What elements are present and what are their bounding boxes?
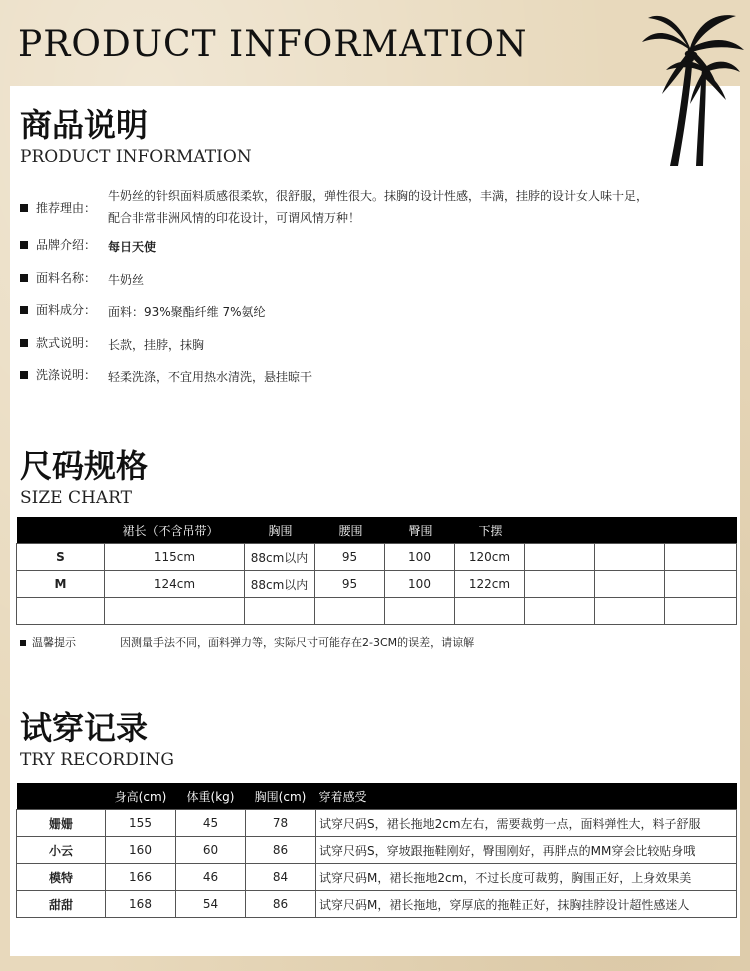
- hip-cell: 100: [385, 544, 455, 571]
- empty-cell: [525, 571, 595, 598]
- empty-cell: [455, 598, 525, 625]
- info-label: 推荐理由：: [36, 201, 97, 215]
- info-label: 面料名称：: [36, 271, 97, 285]
- weight-cell: 46: [176, 864, 246, 891]
- hem-cell: 122cm: [455, 571, 525, 598]
- empty-cell: [315, 598, 385, 625]
- length-cell: 124cm: [105, 571, 245, 598]
- header-cell: [665, 517, 737, 544]
- product-section-title-en: PRODUCT INFORMATION: [20, 147, 252, 167]
- header-cell: 臀围: [385, 517, 455, 544]
- info-value: 牛奶丝: [108, 273, 145, 287]
- tip-label: 温馨提示: [32, 636, 76, 649]
- feeling-cell: 试穿尺码M，裙长拖地，穿厚底的拖鞋正好，抹胸挂脖设计超性感迷人: [316, 891, 737, 918]
- info-value: 牛奶丝的针织面料质感很柔软，很舒服，弹性很大。抹胸的设计性感，丰满，挂脖的设计女人味十足， 配合非常非洲风情的印花设计，可谓风情万种！: [108, 189, 649, 225]
- empty-cell: [105, 598, 245, 625]
- table-row: [17, 810, 737, 837]
- bullet-square-icon: [20, 339, 28, 347]
- header-cell: 身高(cm): [106, 783, 176, 810]
- try-recording-table: [16, 783, 737, 918]
- height-cell: 155: [106, 810, 176, 837]
- info-row-brand: [20, 236, 730, 258]
- feeling-cell: 试穿尺码S，裙长拖地2cm左右，需要裁剪一点，面料弹性大，料子舒服: [316, 810, 737, 837]
- table-row: [17, 598, 737, 625]
- empty-cell: [525, 544, 595, 571]
- empty-cell: [665, 544, 737, 571]
- bullet-square-icon: [20, 306, 28, 314]
- header-cell: 裙长（不含吊带）: [105, 517, 245, 544]
- empty-cell: [595, 544, 665, 571]
- empty-cell: [595, 571, 665, 598]
- info-label: 款式说明：: [36, 336, 97, 350]
- info-value: 每日天使: [108, 240, 157, 254]
- empty-cell: [665, 598, 737, 625]
- empty-cell: [525, 598, 595, 625]
- size-section-title-en: SIZE CHART: [20, 488, 132, 508]
- weight-cell: 54: [176, 891, 246, 918]
- header-cell: 穿着感受: [316, 783, 737, 810]
- table-row: [17, 837, 737, 864]
- tester-name-cell: 甜甜: [17, 891, 106, 918]
- bullet-square-icon: [20, 274, 28, 282]
- header-cell: 下摆: [455, 517, 525, 544]
- table-row: [17, 891, 737, 918]
- banner-title: PRODUCT INFORMATION: [18, 24, 528, 65]
- height-cell: 160: [106, 837, 176, 864]
- empty-cell: [245, 598, 315, 625]
- info-row-style: [20, 334, 730, 356]
- waist-cell: 95: [315, 571, 385, 598]
- info-label: 面料成分：: [36, 303, 97, 317]
- bust-cell: 88cm以内: [245, 544, 315, 571]
- tester-name-cell: 小云: [17, 837, 106, 864]
- weight-cell: 45: [176, 810, 246, 837]
- info-row-washing: [20, 366, 730, 388]
- empty-cell: [595, 598, 665, 625]
- info-label: 洗涤说明：: [36, 368, 97, 382]
- bust-cell: 86: [246, 837, 316, 864]
- palm-tree-icon: [640, 8, 744, 166]
- size-cell: M: [17, 571, 105, 598]
- hem-cell: 120cm: [455, 544, 525, 571]
- bullet-square-icon: [20, 640, 26, 646]
- bullet-square-icon: [20, 204, 28, 212]
- bust-cell: 84: [246, 864, 316, 891]
- bust-cell: 88cm以内: [245, 571, 315, 598]
- size-section-title-cn: 尺码规格: [20, 447, 149, 485]
- try-section-title-cn: 试穿记录: [20, 709, 149, 747]
- size-header-row: [17, 517, 737, 544]
- empty-cell: [385, 598, 455, 625]
- table-row: [17, 864, 737, 891]
- header-cell: 胸围(cm): [246, 783, 316, 810]
- header-cell: [595, 517, 665, 544]
- info-value: 轻柔洗涤，不宜用热水清洗，悬挂晾干: [108, 370, 313, 384]
- header-cell: 体重(kg): [176, 783, 246, 810]
- bullet-square-icon: [20, 241, 28, 249]
- header-cell: [17, 783, 106, 810]
- header-cell: [17, 517, 105, 544]
- info-row-fabric: [20, 269, 730, 291]
- height-cell: 168: [106, 891, 176, 918]
- info-value: 长款，挂脖，抹胸: [108, 338, 205, 352]
- tip-text: 因测量手法不同，面料弹力等，实际尺寸可能存在2-3CM的误差，请谅解: [120, 636, 475, 649]
- length-cell: 115cm: [105, 544, 245, 571]
- feeling-cell: 试穿尺码S，穿坡跟拖鞋刚好，臀围刚好，再胖点的MM穿会比较贴身哦: [316, 837, 737, 864]
- hip-cell: 100: [385, 571, 455, 598]
- weight-cell: 60: [176, 837, 246, 864]
- info-value: 面料：93%聚酯纤维 7%氨纶: [108, 305, 266, 319]
- bust-cell: 86: [246, 891, 316, 918]
- height-cell: 166: [106, 864, 176, 891]
- bust-cell: 78: [246, 810, 316, 837]
- table-row: [17, 544, 737, 571]
- product-section-title-cn: 商品说明: [20, 106, 149, 144]
- info-row-reason: [20, 185, 730, 229]
- empty-cell: [665, 571, 737, 598]
- feeling-cell: 试穿尺码M，裙长拖地2cm，不过长度可裁剪，胸围正好，上身效果美: [316, 864, 737, 891]
- header-cell: 胸围: [245, 517, 315, 544]
- size-cell: S: [17, 544, 105, 571]
- header-cell: 腰围: [315, 517, 385, 544]
- waist-cell: 95: [315, 544, 385, 571]
- size-tip: [20, 634, 720, 650]
- size-chart-table: [16, 517, 737, 625]
- empty-cell: [17, 598, 105, 625]
- header-cell: [525, 517, 595, 544]
- info-row-composition: [20, 301, 730, 323]
- bullet-square-icon: [20, 371, 28, 379]
- tester-name-cell: 姗姗: [17, 810, 106, 837]
- tester-name-cell: 模特: [17, 864, 106, 891]
- info-label: 品牌介绍：: [36, 238, 97, 252]
- table-row: [17, 571, 737, 598]
- try-section-title-en: TRY RECORDING: [20, 750, 174, 770]
- try-header-row: [17, 783, 737, 810]
